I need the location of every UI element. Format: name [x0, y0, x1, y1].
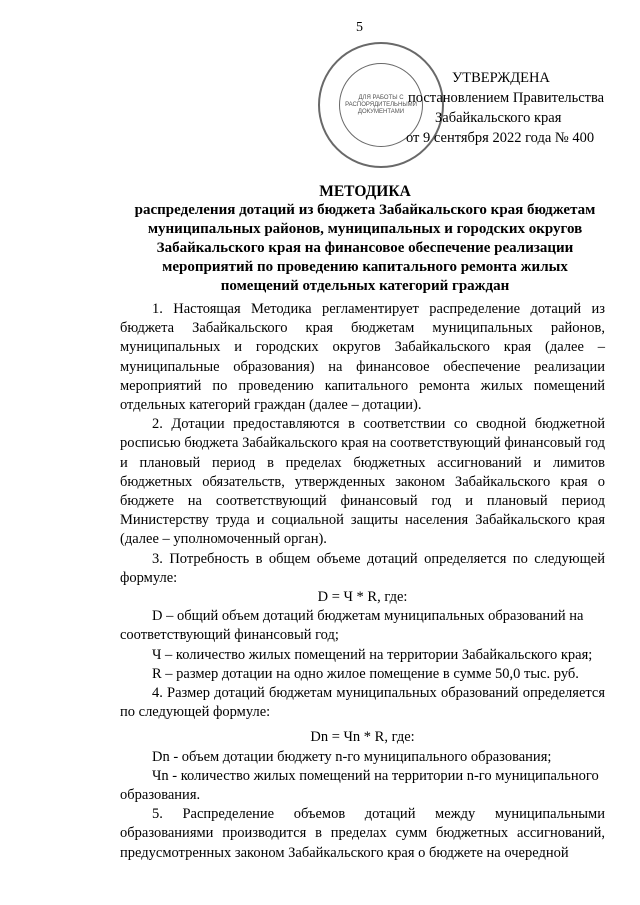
paragraph-3: 3. Потребность в общем объеме дотаций определяется по следующей формуле:	[120, 550, 605, 586]
definition-r: R – размер дотации на одно жилое помещение в сумме 50,0 тыс. руб.	[152, 665, 579, 682]
approval-block	[400, 68, 620, 148]
approval-line-1: постановлением Правительства	[408, 90, 605, 106]
definition-d: D – общий объем дотаций бюджетам муниципальных образований на соответствующий финансовый год;	[120, 608, 584, 644]
paragraph-2: 2. Дотации предоставляются в соответствии со сводной бюджетной росписью бюджета Забайкальского края на соответствующий финансовый год и плановый период в пределах бюджетных ассигнований и лимитов бюджетных обязательств, утвержденных законом Забайкальского края о бюджете на соответствующий финансовый год и плановый период Министерству труда и социальной защиты населения Забайкальского края (далее – уполномоченный орган).	[120, 416, 605, 548]
document-body	[120, 300, 605, 863]
paragraph-1: 1. Настоящая Методика регламентирует распределение дотаций из бюджета Забайкальского края бюджетам муниципальных районов, муниципальных и городских округов Забайкальского края (далее – муниципальные образования) на финансовое обеспечение реализации мероприятий по проведению капитального ремонта жилых помещений отдельных категорий граждан (далее – дотации).	[120, 301, 605, 414]
paragraph-4: 4. Размер дотаций бюджетам муниципальных образований определяется по следующей формуле:	[120, 685, 605, 721]
definition-chn: Чn - количество жилых помещений на территории n-го муниципального образования.	[120, 767, 599, 804]
document-heading	[125, 182, 605, 296]
heading-title: МЕТОДИКА	[319, 183, 411, 200]
formula-total: D = Ч * R, где:	[317, 589, 408, 606]
approval-title: УТВЕРЖДЕНА	[452, 70, 550, 86]
paragraph-5: 5. Распределение объемов дотаций между муниципальными образованиями производится в пределах сумм бюджетных ассигнований, предусмотренных законом Забайкальского края о бюджете на очередной	[120, 806, 605, 861]
approval-line-2: Забайкальского края	[435, 110, 562, 126]
page-number: 5	[356, 20, 363, 35]
formula-municipal: Dn = Чn * R, где:	[310, 729, 415, 746]
definition-dn: Dn - объем дотации бюджету n-го муниципального образования;	[152, 748, 552, 765]
heading-subtitle: распределения дотаций из бюджета Забайкальского края бюджетам муниципальных районов, муниципальных и городских округов Забайкальского края на финансовое обеспечение реализации мероприятий по проведению капитального ремонта жилых помещений отдельных категорий граждан	[134, 202, 596, 294]
stamp-text: ДЛЯ РАБОТЫ С РАСПОРЯДИТЕЛЬНЫМИ ДОКУМЕНТАМИ	[339, 63, 423, 147]
approval-line-3: от 9 сентября 2022 года № 400	[406, 130, 595, 146]
definition-ch: Ч – количество жилых помещений на территории Забайкальского края;	[152, 646, 593, 663]
